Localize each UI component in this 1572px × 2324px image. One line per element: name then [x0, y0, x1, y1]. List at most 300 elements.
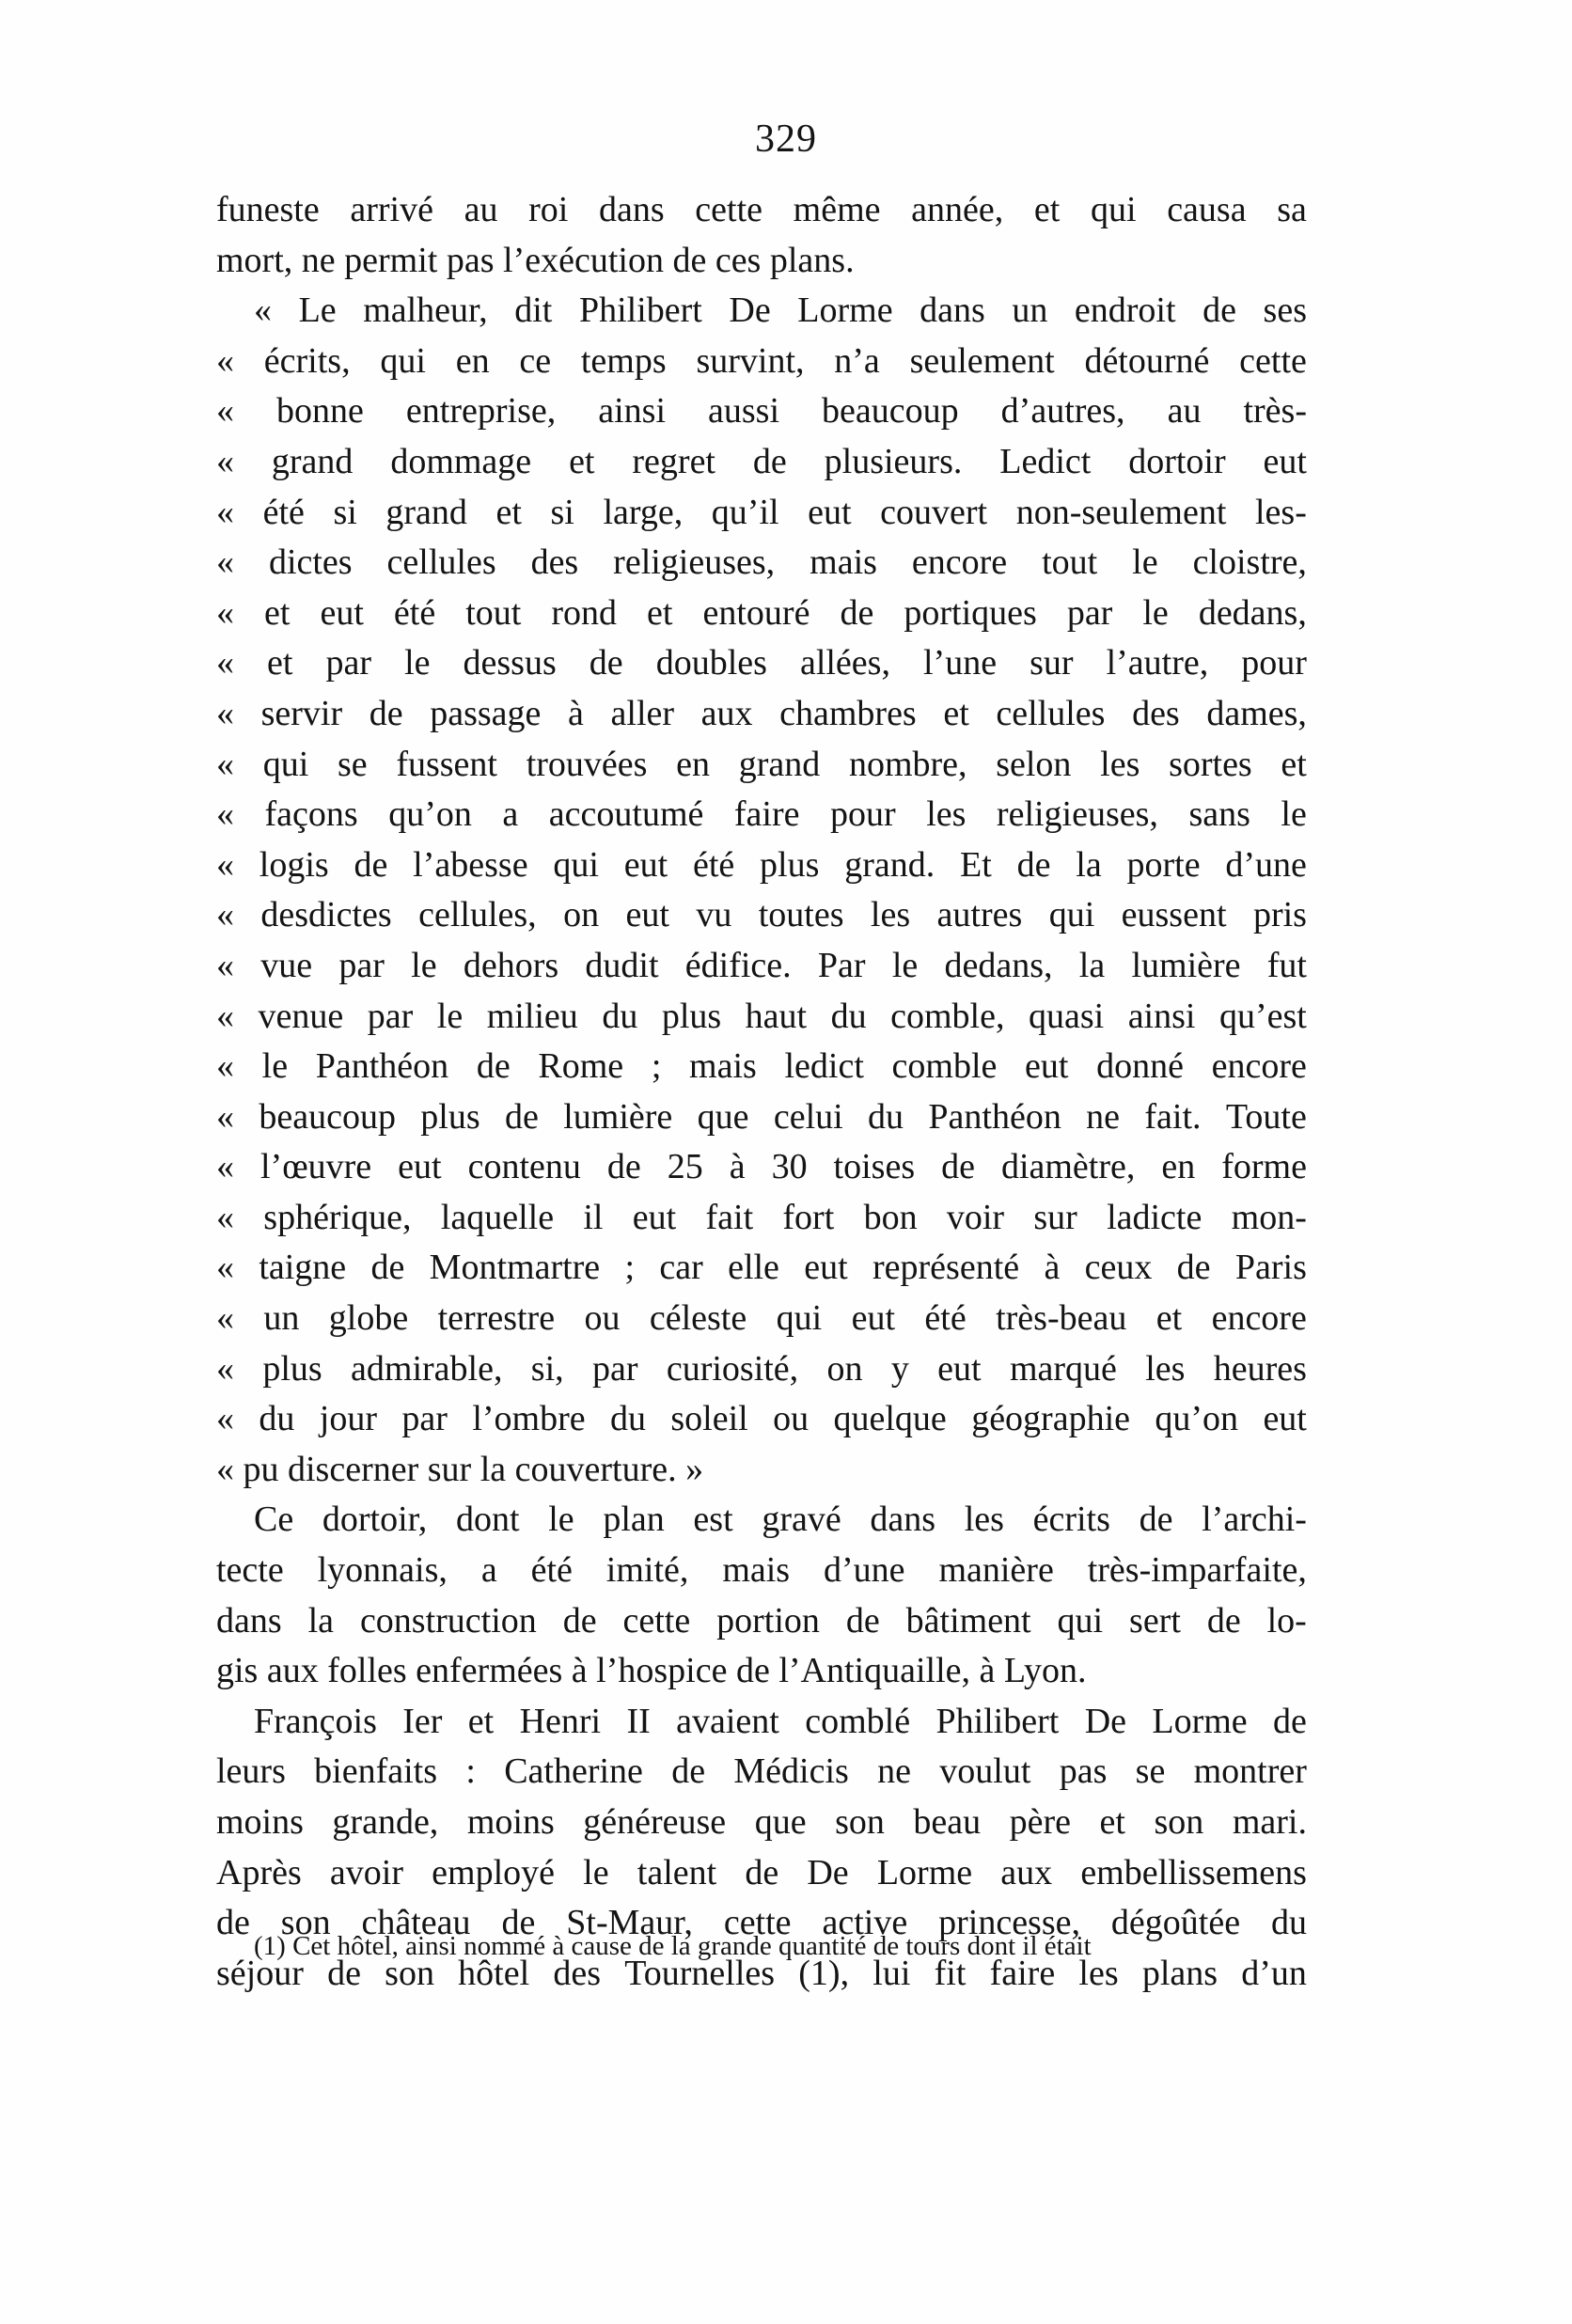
text-line: [216, 1546, 1307, 1596]
word: plusieurs.: [824, 441, 963, 481]
word: pris: [1252, 895, 1307, 935]
word: ces: [715, 240, 770, 280]
word: plus: [760, 844, 820, 885]
word: dedans,: [1198, 592, 1307, 633]
word: qui: [776, 1298, 823, 1339]
word: de: [505, 1096, 539, 1137]
word: année,: [911, 190, 1004, 229]
word: par: [338, 945, 385, 985]
word: ledict: [784, 1046, 864, 1087]
word: qu’est: [1218, 996, 1307, 1036]
word: employé: [432, 1852, 556, 1892]
word: édifice.: [684, 945, 792, 985]
text-line: [216, 840, 1307, 891]
word: leurs: [216, 1751, 286, 1792]
word: «: [216, 441, 234, 481]
word: couverture.: [514, 1449, 686, 1489]
word: ou: [584, 1298, 621, 1339]
word: dudit: [585, 945, 659, 985]
word: celui: [773, 1096, 843, 1137]
word: malheur,: [363, 290, 488, 331]
word: été: [924, 1298, 967, 1339]
word: grand.: [844, 844, 935, 885]
word: Paris: [1234, 1248, 1307, 1288]
word: temps: [580, 340, 667, 381]
footnote: (1) Cet hôtel, ainsi nommé à cause de la grande quantité de tours dont il était: [254, 1931, 1092, 1961]
word: l’abesse: [413, 844, 528, 885]
word: passage: [430, 693, 542, 733]
word: cette: [695, 190, 763, 229]
word: plan: [603, 1500, 665, 1540]
word: de: [745, 1852, 779, 1892]
word: plans.: [769, 240, 855, 280]
word: survint,: [696, 340, 805, 381]
word: de: [369, 693, 403, 733]
word: la: [479, 1449, 515, 1489]
word: haut: [745, 996, 808, 1036]
word: sortes: [1169, 744, 1252, 784]
word: qui: [553, 844, 599, 885]
word: beaucoup: [822, 391, 959, 432]
word: des: [1132, 693, 1180, 733]
word: «: [254, 290, 272, 331]
word: aux: [1000, 1852, 1053, 1892]
word: de: [1016, 844, 1051, 885]
word: de: [672, 240, 715, 280]
text-line: [216, 638, 1307, 689]
word: beau: [913, 1802, 982, 1842]
word: des: [530, 542, 579, 583]
word: car: [659, 1248, 703, 1288]
word: nombre,: [848, 744, 967, 784]
word: gravé: [762, 1500, 841, 1540]
word: dommage: [390, 441, 532, 481]
word: de: [327, 1953, 361, 1993]
word: de: [501, 1903, 536, 1943]
word: les: [1078, 1953, 1119, 1993]
word: aussi: [708, 391, 780, 432]
word: de: [671, 1751, 706, 1792]
word: montrer: [1193, 1751, 1307, 1792]
word: allées,: [799, 643, 890, 683]
word: «: [216, 643, 234, 683]
word: accoutumé: [548, 794, 704, 835]
word: de: [840, 592, 874, 633]
word: la: [1078, 945, 1106, 985]
word: de: [606, 1147, 641, 1187]
word: «: [216, 895, 234, 935]
word: large,: [603, 492, 684, 532]
word: dames,: [1206, 693, 1307, 733]
word: fait: [705, 1197, 754, 1237]
word: «: [216, 1248, 234, 1288]
word: «: [216, 996, 234, 1036]
word: pu: [243, 1449, 288, 1489]
word: pour: [830, 794, 896, 835]
word: discerner: [288, 1449, 428, 1489]
word: et: [267, 643, 293, 683]
word: milieu: [486, 996, 578, 1036]
word: qui: [1057, 1600, 1104, 1641]
word: lui: [872, 1953, 911, 1993]
text-line: [216, 286, 1307, 337]
word: Et: [960, 844, 992, 885]
word: chambres: [779, 693, 917, 733]
word: quasi: [1028, 996, 1105, 1036]
word: :: [465, 1751, 476, 1792]
word: si: [550, 492, 574, 532]
word: Toute: [1225, 1096, 1307, 1137]
word: son: [280, 1903, 331, 1943]
word: eut: [632, 1197, 677, 1237]
word: eut: [623, 844, 668, 885]
word: entreprise,: [405, 391, 557, 432]
word: d’un: [1241, 1953, 1307, 1993]
text-line: [216, 740, 1307, 791]
word: a: [502, 794, 519, 835]
word: «: [216, 391, 234, 432]
word: curiosité,: [666, 1348, 799, 1389]
word: que: [697, 1096, 749, 1137]
word: et: [943, 693, 969, 733]
word: séjour: [216, 1953, 304, 1993]
word: sur: [427, 1449, 480, 1489]
word: sa: [1277, 190, 1307, 229]
word: et: [495, 492, 522, 532]
word: lyonnais,: [317, 1550, 448, 1591]
word: Philibert: [935, 1701, 1060, 1741]
word: entouré: [702, 592, 810, 633]
word: même: [793, 190, 881, 229]
word: doubles: [655, 643, 767, 683]
word: eut: [625, 895, 669, 935]
body-text: [216, 185, 1307, 1999]
word: encore: [911, 542, 1008, 583]
word: grand: [738, 744, 821, 784]
word: mon-: [1231, 1197, 1307, 1237]
word: les: [964, 1500, 1004, 1540]
text-line: [216, 992, 1307, 1043]
word: à: [979, 1651, 1004, 1691]
word: roi: [528, 190, 569, 229]
word: De: [1084, 1701, 1126, 1741]
word: funeste: [216, 190, 320, 229]
word: dans: [599, 190, 665, 229]
word: causa: [1167, 190, 1247, 229]
word: 30: [771, 1147, 808, 1187]
word: Lorme: [1152, 1701, 1248, 1741]
word: dessus: [463, 643, 557, 683]
word: le: [1281, 794, 1307, 835]
word: il: [583, 1197, 604, 1237]
word: fort: [782, 1197, 835, 1237]
word: arrivé: [350, 190, 433, 229]
word: autres: [936, 895, 1023, 935]
word: si,: [530, 1348, 564, 1389]
text-line: [216, 538, 1307, 589]
word: construction: [359, 1600, 537, 1641]
word: couvert: [880, 492, 988, 532]
text-line: [216, 1243, 1307, 1294]
word: quelque: [833, 1399, 947, 1439]
word: qui: [1048, 895, 1095, 935]
word: ;: [651, 1046, 662, 1087]
word: avaient: [676, 1701, 779, 1741]
word: ce: [519, 340, 552, 381]
word: été: [393, 592, 436, 633]
word: Lorme: [876, 1852, 973, 1892]
word: portiques: [904, 592, 1037, 633]
word: du: [610, 1399, 646, 1439]
word: du: [1271, 1903, 1307, 1943]
word: écrits,: [263, 340, 351, 381]
word: non-seulement: [1015, 492, 1227, 532]
word: lumière: [563, 1096, 673, 1137]
word: été: [692, 844, 735, 885]
word: dégoûtée: [1110, 1903, 1241, 1943]
word: et: [1155, 1298, 1183, 1339]
word: »: [685, 1449, 704, 1489]
word: et: [647, 592, 673, 633]
word: les: [870, 895, 911, 935]
word: (1),: [798, 1953, 850, 1993]
word: les: [926, 794, 967, 835]
word: dedans,: [944, 945, 1053, 985]
word: sur: [1030, 643, 1074, 683]
word: regret: [632, 441, 715, 481]
word: vue: [260, 945, 313, 985]
word: se: [337, 744, 368, 784]
word: dictes: [268, 542, 353, 583]
word: représenté: [872, 1248, 1020, 1288]
text-line: [216, 589, 1307, 639]
word: Ier: [402, 1701, 443, 1741]
word: ou: [773, 1399, 810, 1439]
word: de: [941, 1147, 975, 1187]
word: et: [467, 1701, 495, 1741]
word: princesse,: [938, 1903, 1080, 1943]
word: porte: [1126, 844, 1201, 885]
word: le: [436, 996, 464, 1036]
word: «: [216, 744, 234, 784]
text-line: [216, 1142, 1307, 1193]
word: le: [548, 1500, 574, 1540]
word: cette: [723, 1903, 792, 1943]
word: Par: [817, 945, 866, 985]
word: Lyon.: [1003, 1651, 1087, 1691]
word: embellissemens: [1080, 1852, 1307, 1892]
text-line: [216, 488, 1307, 539]
word: en: [676, 744, 710, 784]
word: l’œuvre: [259, 1147, 372, 1187]
word: dit: [514, 290, 553, 331]
word: ne: [1086, 1096, 1121, 1137]
word: qui: [262, 744, 309, 784]
word: d’une: [1225, 844, 1307, 885]
word: tout: [1042, 542, 1098, 583]
word: dont: [455, 1500, 520, 1540]
word: dans: [920, 290, 985, 331]
text-line: [216, 689, 1307, 740]
word: gis: [216, 1651, 267, 1691]
word: est: [693, 1500, 733, 1540]
word: ceux: [1084, 1248, 1153, 1288]
word: ainsi: [598, 391, 667, 432]
word: diamètre,: [1000, 1147, 1136, 1187]
text-line: [216, 1394, 1307, 1445]
word: de: [845, 1600, 880, 1641]
word: mais: [722, 1550, 791, 1591]
word: le: [583, 1852, 609, 1892]
word: dortoir: [1128, 441, 1226, 481]
word: «: [216, 1348, 234, 1389]
word: grande,: [332, 1802, 439, 1842]
word: donné: [1096, 1046, 1185, 1087]
word: faire: [733, 794, 800, 835]
word: en: [1161, 1147, 1196, 1187]
word: en: [455, 340, 490, 381]
word: eussent: [1121, 895, 1227, 935]
word: De: [807, 1852, 849, 1892]
word: comble: [891, 1046, 998, 1087]
word: cette: [1239, 340, 1307, 381]
word: cette: [622, 1600, 691, 1641]
word: heures: [1213, 1348, 1307, 1389]
text-line: [216, 1344, 1307, 1395]
word: mais: [689, 1046, 757, 1087]
word: eut: [808, 492, 852, 532]
word: l’archi-: [1202, 1500, 1307, 1540]
word: eut: [937, 1348, 982, 1389]
word: sert: [1129, 1600, 1181, 1641]
word: son: [835, 1802, 885, 1842]
word: château: [361, 1903, 471, 1943]
word: bonne: [276, 391, 364, 432]
word: le: [411, 945, 437, 985]
word: eut: [851, 1298, 896, 1339]
word: Tournelles: [624, 1953, 776, 1993]
word: Médicis: [733, 1751, 849, 1792]
word: si: [333, 492, 357, 532]
text-line: [216, 1042, 1307, 1092]
word: Henri: [519, 1701, 602, 1741]
word: eut: [1263, 1399, 1307, 1439]
word: aux: [266, 1651, 328, 1691]
word: par: [367, 996, 414, 1036]
word: y: [890, 1348, 909, 1389]
text-line: [216, 1798, 1307, 1848]
word: II: [626, 1701, 651, 1741]
word: De: [729, 290, 771, 331]
word: François: [254, 1701, 377, 1741]
word: plans: [1141, 1953, 1218, 1993]
word: taigne: [259, 1248, 347, 1288]
word: dans: [870, 1500, 936, 1540]
text-line: [216, 941, 1307, 992]
word: «: [216, 542, 234, 583]
word: à: [1044, 1248, 1061, 1288]
word: plus: [262, 1348, 322, 1389]
word: cellules: [386, 542, 496, 583]
word: Catherine: [504, 1751, 643, 1792]
word: globe: [328, 1298, 409, 1339]
word: Montmartre: [429, 1248, 601, 1288]
word: mais: [810, 542, 877, 583]
word: au: [1167, 391, 1202, 432]
word: encore: [1211, 1046, 1307, 1087]
word: de: [370, 1248, 405, 1288]
word: plus: [661, 996, 722, 1036]
word: vu: [696, 895, 732, 935]
word: «: [216, 340, 234, 381]
word: la: [307, 1600, 335, 1641]
text-line: [216, 386, 1307, 437]
word: dortoir,: [322, 1500, 428, 1540]
word: le: [1142, 592, 1169, 633]
word: laquelle: [440, 1197, 555, 1237]
word: faire: [989, 1953, 1056, 1993]
word: et: [1033, 190, 1061, 229]
word: fut: [1266, 945, 1307, 985]
word: les-: [1255, 492, 1307, 532]
word: de: [354, 844, 388, 885]
text-line: [216, 1193, 1307, 1244]
word: selon: [996, 744, 1072, 784]
word: et: [569, 441, 595, 481]
word: cellules,: [418, 895, 537, 935]
word: de: [1273, 1701, 1307, 1741]
word: très-imparfaite,: [1087, 1550, 1307, 1591]
word: ;: [624, 1248, 636, 1288]
word: avoir: [329, 1852, 403, 1892]
word: plus: [420, 1096, 480, 1137]
word: Panthéon: [928, 1096, 1061, 1137]
word: hôtel: [458, 1953, 530, 1993]
word: a: [480, 1550, 497, 1591]
text-line: [216, 790, 1307, 840]
word: «: [216, 1096, 234, 1137]
word: enfermées: [416, 1651, 572, 1691]
page-number: 329: [755, 118, 817, 161]
word: 25: [667, 1147, 703, 1187]
word: Le: [298, 290, 337, 331]
word: un: [1012, 290, 1048, 331]
word: par: [591, 1348, 638, 1389]
text-line: [216, 1747, 1307, 1798]
word: la: [1076, 844, 1102, 885]
text-line: [216, 337, 1307, 387]
word: «: [216, 1449, 244, 1489]
word: ainsi: [1127, 996, 1196, 1036]
word: de: [1203, 290, 1236, 331]
text-line: [216, 1646, 1307, 1697]
word: «: [216, 1298, 234, 1339]
word: folles: [327, 1651, 417, 1691]
word: marqué: [1009, 1348, 1117, 1389]
word: père: [1009, 1802, 1072, 1842]
word: de: [562, 1600, 597, 1641]
word: des: [553, 1953, 601, 1993]
word: cloistre,: [1192, 542, 1307, 583]
word: religieuses,: [613, 542, 776, 583]
word: son: [1154, 1802, 1204, 1842]
word: logis: [259, 844, 329, 885]
word: endroit: [1074, 290, 1176, 331]
word: desdictes: [260, 895, 392, 935]
text-line: [216, 890, 1307, 941]
word: les: [1145, 1348, 1186, 1389]
word: comble,: [890, 996, 1005, 1036]
